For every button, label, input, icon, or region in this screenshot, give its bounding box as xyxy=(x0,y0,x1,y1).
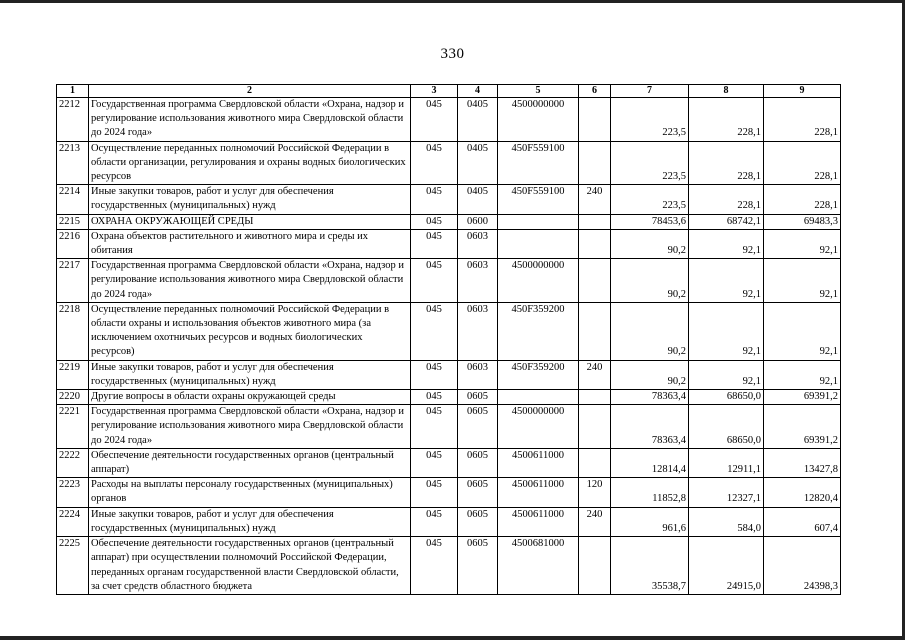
row-code-6: 120 xyxy=(579,478,611,507)
table-row xyxy=(57,537,841,595)
column-header: 3 xyxy=(411,85,458,98)
row-number: 2224 xyxy=(57,507,89,536)
scan-border-bottom xyxy=(0,636,905,640)
row-name: Охрана объектов растительного и животного мира и среды их обитания xyxy=(89,229,411,258)
column-header: 7 xyxy=(611,85,689,98)
row-number: 2217 xyxy=(57,259,89,303)
row-value-7: 961,6 xyxy=(611,507,689,536)
row-code-3: 045 xyxy=(411,229,458,258)
row-number: 2222 xyxy=(57,448,89,477)
table-row xyxy=(57,448,841,477)
table-row xyxy=(57,507,841,536)
row-value-9: 92,1 xyxy=(764,360,841,389)
row-code-5: 450F359200 xyxy=(498,360,579,389)
row-value-9: 69483,3 xyxy=(764,214,841,229)
table-row xyxy=(57,98,841,142)
row-code-3: 045 xyxy=(411,185,458,214)
row-code-6 xyxy=(579,448,611,477)
row-code-3: 045 xyxy=(411,141,458,185)
row-number: 2213 xyxy=(57,141,89,185)
row-number: 2223 xyxy=(57,478,89,507)
row-number: 2212 xyxy=(57,98,89,142)
row-value-8: 228,1 xyxy=(689,141,764,185)
header-row xyxy=(57,85,841,98)
row-value-7: 223,5 xyxy=(611,141,689,185)
row-value-7: 90,2 xyxy=(611,229,689,258)
row-code-4: 0405 xyxy=(458,98,498,142)
column-header: 9 xyxy=(764,85,841,98)
row-value-7: 11852,8 xyxy=(611,478,689,507)
row-code-4: 0605 xyxy=(458,405,498,449)
row-name: ОХРАНА ОКРУЖАЮЩЕЙ СРЕДЫ xyxy=(89,214,411,229)
row-name: Иные закупки товаров, работ и услуг для обеспечения государственных (муниципальных) нужд xyxy=(89,185,411,214)
column-header: 1 xyxy=(57,85,89,98)
row-value-7: 78363,4 xyxy=(611,390,689,405)
table-row xyxy=(57,141,841,185)
row-value-8: 92,1 xyxy=(689,259,764,303)
row-code-4: 0605 xyxy=(458,537,498,595)
row-name: Государственная программа Свердловской области «Охрана, надзор и регулирование использования животного мира Свердловской области до 2024 года» xyxy=(89,259,411,303)
row-code-3: 045 xyxy=(411,98,458,142)
row-code-4: 0405 xyxy=(458,141,498,185)
row-code-6 xyxy=(579,405,611,449)
row-code-4: 0605 xyxy=(458,478,498,507)
row-value-9: 228,1 xyxy=(764,141,841,185)
row-value-9: 92,1 xyxy=(764,302,841,360)
row-code-5: 4500611000 xyxy=(498,478,579,507)
row-code-6: 240 xyxy=(579,507,611,536)
row-number: 2225 xyxy=(57,537,89,595)
row-name: Обеспечение деятельности государственных органов (центральный аппарат) xyxy=(89,448,411,477)
row-value-9: 69391,2 xyxy=(764,390,841,405)
row-code-5: 4500000000 xyxy=(498,259,579,303)
column-header: 6 xyxy=(579,85,611,98)
row-code-4: 0605 xyxy=(458,507,498,536)
column-header: 8 xyxy=(689,85,764,98)
row-code-4: 0600 xyxy=(458,214,498,229)
row-name: Обеспечение деятельности государственных органов (центральный аппарат) при осуществлении полномочий Российской Федерации, переданных органам государственной власти Свердловской области, за счет средств областного бюджета xyxy=(89,537,411,595)
row-value-7: 35538,7 xyxy=(611,537,689,595)
row-number: 2219 xyxy=(57,360,89,389)
row-code-3: 045 xyxy=(411,390,458,405)
column-header: 2 xyxy=(89,85,411,98)
table-row xyxy=(57,214,841,229)
row-code-4: 0603 xyxy=(458,259,498,303)
row-name: Осуществление переданных полномочий Российской Федерации в области охраны и использования объектов животного мира (за исключением охотничьих ресурсов и водных биологических ресурсов) xyxy=(89,302,411,360)
row-code-4: 0405 xyxy=(458,185,498,214)
row-code-5: 4500681000 xyxy=(498,537,579,595)
table-row xyxy=(57,185,841,214)
row-value-8: 92,1 xyxy=(689,229,764,258)
row-value-8: 12911,1 xyxy=(689,448,764,477)
row-name: Другие вопросы в области охраны окружающей среды xyxy=(89,390,411,405)
row-code-6 xyxy=(579,259,611,303)
row-value-9: 92,1 xyxy=(764,229,841,258)
row-code-6 xyxy=(579,141,611,185)
row-code-3: 045 xyxy=(411,507,458,536)
row-code-6 xyxy=(579,302,611,360)
row-number: 2218 xyxy=(57,302,89,360)
row-name: Осуществление переданных полномочий Российской Федерации в области организации, регулирования и охраны водных биологических ресурсов xyxy=(89,141,411,185)
row-value-8: 92,1 xyxy=(689,360,764,389)
row-value-9: 607,4 xyxy=(764,507,841,536)
row-number: 2220 xyxy=(57,390,89,405)
row-code-3: 045 xyxy=(411,360,458,389)
row-value-8: 92,1 xyxy=(689,302,764,360)
row-name: Расходы на выплаты персоналу государственных (муниципальных) органов xyxy=(89,478,411,507)
row-code-5: 4500000000 xyxy=(498,405,579,449)
column-header: 5 xyxy=(498,85,579,98)
row-code-5: 450F359200 xyxy=(498,302,579,360)
row-code-3: 045 xyxy=(411,537,458,595)
row-value-8: 68742,1 xyxy=(689,214,764,229)
row-name: Иные закупки товаров, работ и услуг для обеспечения государственных (муниципальных) нужд xyxy=(89,507,411,536)
row-code-5 xyxy=(498,229,579,258)
table-row xyxy=(57,360,841,389)
row-value-9: 12820,4 xyxy=(764,478,841,507)
row-code-4: 0603 xyxy=(458,302,498,360)
table-row xyxy=(57,478,841,507)
row-code-6 xyxy=(579,98,611,142)
row-code-5: 4500611000 xyxy=(498,448,579,477)
column-header: 4 xyxy=(458,85,498,98)
row-value-8: 584,0 xyxy=(689,507,764,536)
row-code-3: 045 xyxy=(411,214,458,229)
table-row xyxy=(57,302,841,360)
row-value-9: 228,1 xyxy=(764,185,841,214)
budget-table xyxy=(56,84,841,595)
row-number: 2214 xyxy=(57,185,89,214)
row-code-5: 4500000000 xyxy=(498,98,579,142)
row-value-7: 78453,6 xyxy=(611,214,689,229)
row-code-5 xyxy=(498,390,579,405)
row-value-7: 90,2 xyxy=(611,259,689,303)
row-code-5: 450F559100 xyxy=(498,141,579,185)
row-value-9: 24398,3 xyxy=(764,537,841,595)
row-code-3: 045 xyxy=(411,478,458,507)
row-value-8: 24915,0 xyxy=(689,537,764,595)
row-value-8: 228,1 xyxy=(689,98,764,142)
row-value-7: 78363,4 xyxy=(611,405,689,449)
row-value-9: 69391,2 xyxy=(764,405,841,449)
page-number: 330 xyxy=(440,46,465,62)
row-number: 2221 xyxy=(57,405,89,449)
row-code-6: 240 xyxy=(579,360,611,389)
row-code-6: 240 xyxy=(579,185,611,214)
row-number: 2215 xyxy=(57,214,89,229)
row-name: Государственная программа Свердловской области «Охрана, надзор и регулирование использования животного мира Свердловской области до 2024 года» xyxy=(89,98,411,142)
row-code-4: 0605 xyxy=(458,390,498,405)
row-code-5 xyxy=(498,214,579,229)
row-value-9: 228,1 xyxy=(764,98,841,142)
row-code-4: 0603 xyxy=(458,229,498,258)
row-value-9: 13427,8 xyxy=(764,448,841,477)
row-value-8: 12327,1 xyxy=(689,478,764,507)
row-value-8: 228,1 xyxy=(689,185,764,214)
row-code-3: 045 xyxy=(411,448,458,477)
row-code-4: 0603 xyxy=(458,360,498,389)
row-number: 2216 xyxy=(57,229,89,258)
row-value-7: 90,2 xyxy=(611,360,689,389)
row-value-7: 223,5 xyxy=(611,98,689,142)
scan-border-top xyxy=(0,0,905,3)
row-value-7: 223,5 xyxy=(611,185,689,214)
row-code-5: 4500611000 xyxy=(498,507,579,536)
row-code-4: 0605 xyxy=(458,448,498,477)
row-value-8: 68650,0 xyxy=(689,405,764,449)
table-row xyxy=(57,229,841,258)
row-value-9: 92,1 xyxy=(764,259,841,303)
row-code-6 xyxy=(579,214,611,229)
row-code-3: 045 xyxy=(411,302,458,360)
row-code-6 xyxy=(579,390,611,405)
row-name: Государственная программа Свердловской области «Охрана, надзор и регулирование использования животного мира Свердловской области до 2024 года» xyxy=(89,405,411,449)
row-value-8: 68650,0 xyxy=(689,390,764,405)
row-code-5: 450F559100 xyxy=(498,185,579,214)
table-row xyxy=(57,390,841,405)
row-value-7: 90,2 xyxy=(611,302,689,360)
row-code-3: 045 xyxy=(411,259,458,303)
table-row xyxy=(57,259,841,303)
row-value-7: 12814,4 xyxy=(611,448,689,477)
row-code-3: 045 xyxy=(411,405,458,449)
row-name: Иные закупки товаров, работ и услуг для обеспечения государственных (муниципальных) нужд xyxy=(89,360,411,389)
table-row xyxy=(57,405,841,449)
row-code-6 xyxy=(579,537,611,595)
row-code-6 xyxy=(579,229,611,258)
